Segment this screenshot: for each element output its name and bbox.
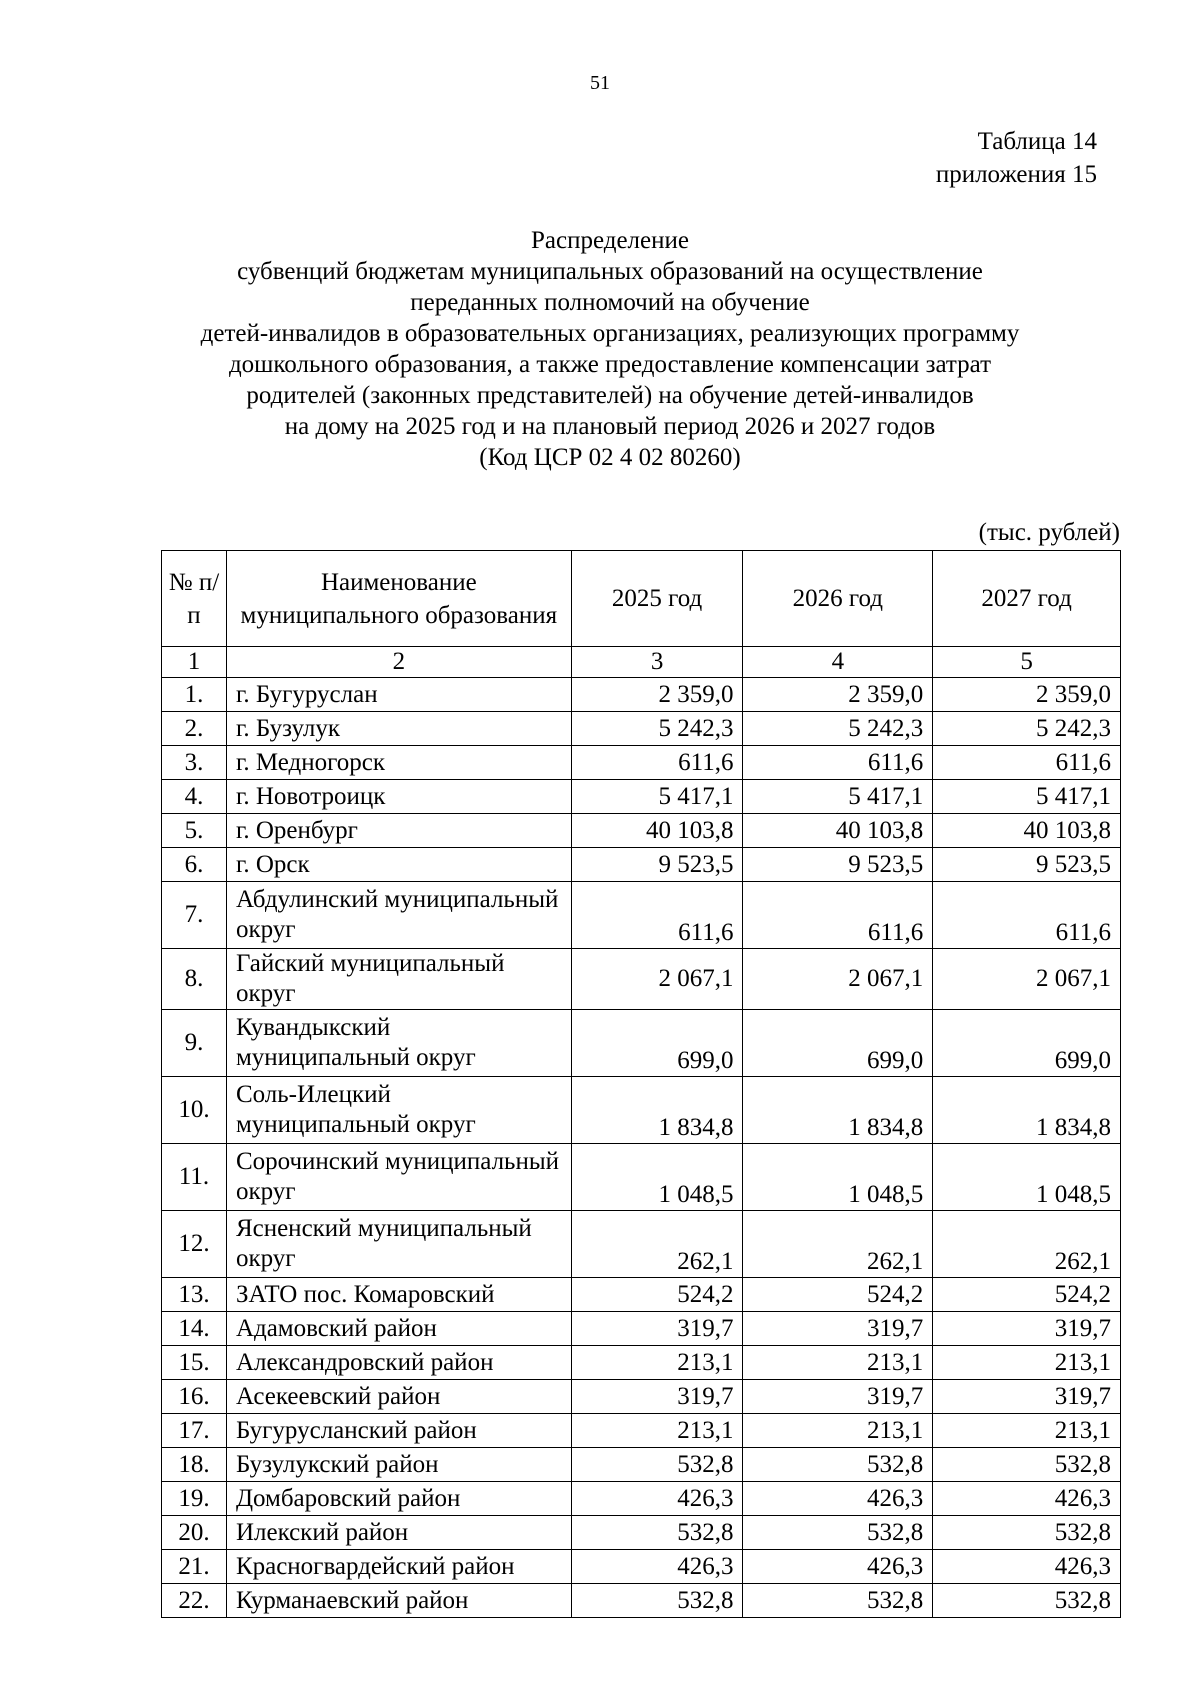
subvention-table [161, 550, 1121, 1618]
row-number: 21. [162, 1550, 227, 1584]
row-number: 11. [162, 1144, 227, 1211]
value-2026: 213,1 [743, 1346, 933, 1380]
value-2026: 611,6 [743, 882, 933, 949]
value-2027: 262,1 [933, 1211, 1121, 1278]
document-title [160, 225, 1060, 473]
title-line: родителей (законных представителей) на обучение детей-инвалидов [246, 382, 974, 409]
value-2025: 699,0 [571, 1010, 743, 1077]
value-2026: 5 242,3 [743, 712, 933, 746]
table-row [162, 949, 1121, 1010]
municipality-name: Ясненский муниципальный округ [226, 1211, 571, 1278]
value-2026: 532,8 [743, 1516, 933, 1550]
value-2027: 426,3 [933, 1550, 1121, 1584]
value-2025: 262,1 [571, 1211, 743, 1278]
value-2025: 9 523,5 [571, 848, 743, 882]
value-2025: 426,3 [571, 1482, 743, 1516]
value-2027: 5 242,3 [933, 712, 1121, 746]
title-line: субвенций бюджетам муниципальных образований на осуществление [237, 258, 983, 285]
header-num: № п/п [162, 551, 227, 647]
municipality-name: Гайский муниципальный округ [226, 949, 571, 1010]
row-number: 2. [162, 712, 227, 746]
row-number: 13. [162, 1278, 227, 1312]
municipality-name: Сорочинский муниципальный округ [226, 1144, 571, 1211]
municipality-name: Кувандыкский муниципальный округ [226, 1010, 571, 1077]
value-2025: 532,8 [571, 1516, 743, 1550]
value-2027: 213,1 [933, 1346, 1121, 1380]
value-2025: 319,7 [571, 1380, 743, 1414]
value-2026: 532,8 [743, 1448, 933, 1482]
table-row [162, 1516, 1121, 1550]
value-2027: 611,6 [933, 882, 1121, 949]
column-number: 3 [571, 647, 743, 678]
value-2025: 532,8 [571, 1448, 743, 1482]
value-2025: 2 067,1 [571, 949, 743, 1010]
row-number: 5. [162, 814, 227, 848]
municipality-name: Александровский район [226, 1346, 571, 1380]
table-row [162, 1448, 1121, 1482]
header-2026: 2026 год [743, 551, 933, 647]
value-2025: 2 359,0 [571, 678, 743, 712]
value-2027: 532,8 [933, 1448, 1121, 1482]
municipality-name: Адамовский район [226, 1312, 571, 1346]
value-2025: 213,1 [571, 1346, 743, 1380]
table-row [162, 1346, 1121, 1380]
value-2025: 426,3 [571, 1550, 743, 1584]
value-2026: 699,0 [743, 1010, 933, 1077]
table-row [162, 814, 1121, 848]
value-2027: 1 048,5 [933, 1144, 1121, 1211]
appendix-annex-label: приложения 15 [935, 161, 1097, 188]
table-row [162, 1414, 1121, 1448]
municipality-name: Курманаевский район [226, 1584, 571, 1618]
title-line: переданных полномочий на обучение [410, 289, 810, 316]
value-2027: 2 067,1 [933, 949, 1121, 1010]
municipality-name: ЗАТО пос. Комаровский [226, 1278, 571, 1312]
row-number: 19. [162, 1482, 227, 1516]
row-number: 16. [162, 1380, 227, 1414]
municipality-name: г. Оренбург [226, 814, 571, 848]
value-2026: 319,7 [743, 1380, 933, 1414]
value-2026: 611,6 [743, 746, 933, 780]
table-header-row [162, 551, 1121, 647]
table-row [162, 1550, 1121, 1584]
value-2025: 5 242,3 [571, 712, 743, 746]
municipality-name: Бугурусланский район [226, 1414, 571, 1448]
title-line: на дому на 2025 год и на плановый период 2026 и 2027 годов [284, 413, 936, 440]
value-2025: 319,7 [571, 1312, 743, 1346]
value-2026: 213,1 [743, 1414, 933, 1448]
page-number: 51 [590, 72, 610, 94]
row-number: 3. [162, 746, 227, 780]
table-row [162, 712, 1121, 746]
value-2027: 699,0 [933, 1010, 1121, 1077]
value-2027: 532,8 [933, 1516, 1121, 1550]
municipality-name: Бузулукский район [226, 1448, 571, 1482]
table-row [162, 1278, 1121, 1312]
row-number: 7. [162, 882, 227, 949]
row-number: 9. [162, 1010, 227, 1077]
row-number: 10. [162, 1077, 227, 1144]
municipality-name: г. Орск [226, 848, 571, 882]
value-2026: 9 523,5 [743, 848, 933, 882]
value-2026: 2 067,1 [743, 949, 933, 1010]
value-2026: 262,1 [743, 1211, 933, 1278]
table-row [162, 1010, 1121, 1077]
value-2027: 9 523,5 [933, 848, 1121, 882]
table-row [162, 1584, 1121, 1618]
table-row [162, 1312, 1121, 1346]
value-2027: 532,8 [933, 1584, 1121, 1618]
table-row [162, 746, 1121, 780]
appendix-table-label: Таблица 14 [977, 128, 1097, 155]
header-2025: 2025 год [571, 551, 743, 647]
table-row [162, 678, 1121, 712]
value-2025: 532,8 [571, 1584, 743, 1618]
municipality-name: Соль-Илецкий муниципальный округ [226, 1077, 571, 1144]
value-2026: 2 359,0 [743, 678, 933, 712]
value-2025: 611,6 [571, 746, 743, 780]
row-number: 4. [162, 780, 227, 814]
table-row [162, 780, 1121, 814]
value-2025: 1 834,8 [571, 1077, 743, 1144]
appendix-reference [936, 125, 1097, 191]
value-2027: 1 834,8 [933, 1077, 1121, 1144]
row-number: 1. [162, 678, 227, 712]
value-2027: 524,2 [933, 1278, 1121, 1312]
table-row [162, 848, 1121, 882]
value-2025: 40 103,8 [571, 814, 743, 848]
table-row [162, 1211, 1121, 1278]
row-number: 8. [162, 949, 227, 1010]
value-2027: 213,1 [933, 1414, 1121, 1448]
column-number: 2 [226, 647, 571, 678]
title-line: дошкольного образования, а также предоставление компенсации затрат [228, 351, 992, 378]
value-2026: 1 048,5 [743, 1144, 933, 1211]
title-line: детей-инвалидов в образовательных организациях, реализующих программу [200, 320, 1020, 347]
row-number: 15. [162, 1346, 227, 1380]
value-2027: 426,3 [933, 1482, 1121, 1516]
column-number: 4 [743, 647, 933, 678]
row-number: 22. [162, 1584, 227, 1618]
municipality-name: Красногвардейский район [226, 1550, 571, 1584]
column-number: 5 [933, 647, 1121, 678]
value-2026: 40 103,8 [743, 814, 933, 848]
municipality-name: Абдулинский муниципальный округ [226, 882, 571, 949]
header-2027: 2027 год [933, 551, 1121, 647]
municipality-name: г. Бугуруслан [226, 678, 571, 712]
value-2027: 319,7 [933, 1312, 1121, 1346]
value-2025: 524,2 [571, 1278, 743, 1312]
row-number: 20. [162, 1516, 227, 1550]
value-2026: 426,3 [743, 1482, 933, 1516]
title-line: (Код ЦСР 02 4 02 80260) [479, 444, 741, 471]
table-row [162, 1144, 1121, 1211]
value-2025: 1 048,5 [571, 1144, 743, 1211]
municipality-name: Асекеевский район [226, 1380, 571, 1414]
title-line: Распределение [531, 227, 689, 254]
row-number: 12. [162, 1211, 227, 1278]
municipality-name: г. Бузулук [226, 712, 571, 746]
value-2026: 524,2 [743, 1278, 933, 1312]
value-2026: 319,7 [743, 1312, 933, 1346]
row-number: 17. [162, 1414, 227, 1448]
column-number-row [162, 647, 1121, 678]
value-2026: 532,8 [743, 1584, 933, 1618]
column-number: 1 [162, 647, 227, 678]
table-row [162, 882, 1121, 949]
municipality-name: Илекский район [226, 1516, 571, 1550]
value-2025: 611,6 [571, 882, 743, 949]
value-2026: 5 417,1 [743, 780, 933, 814]
value-2026: 426,3 [743, 1550, 933, 1584]
row-number: 14. [162, 1312, 227, 1346]
row-number: 6. [162, 848, 227, 882]
value-2026: 1 834,8 [743, 1077, 933, 1144]
value-2027: 40 103,8 [933, 814, 1121, 848]
value-2027: 611,6 [933, 746, 1121, 780]
municipality-name: Домбаровский район [226, 1482, 571, 1516]
value-2027: 2 359,0 [933, 678, 1121, 712]
table-row [162, 1077, 1121, 1144]
value-2025: 5 417,1 [571, 780, 743, 814]
value-2027: 319,7 [933, 1380, 1121, 1414]
table-row [162, 1482, 1121, 1516]
header-name: Наименование муниципального образования [226, 551, 571, 647]
row-number: 18. [162, 1448, 227, 1482]
municipality-name: г. Медногорск [226, 746, 571, 780]
table-row [162, 1380, 1121, 1414]
value-2025: 213,1 [571, 1414, 743, 1448]
value-2027: 5 417,1 [933, 780, 1121, 814]
units-label: (тыс. рублей) [978, 519, 1120, 546]
municipality-name: г. Новотроицк [226, 780, 571, 814]
